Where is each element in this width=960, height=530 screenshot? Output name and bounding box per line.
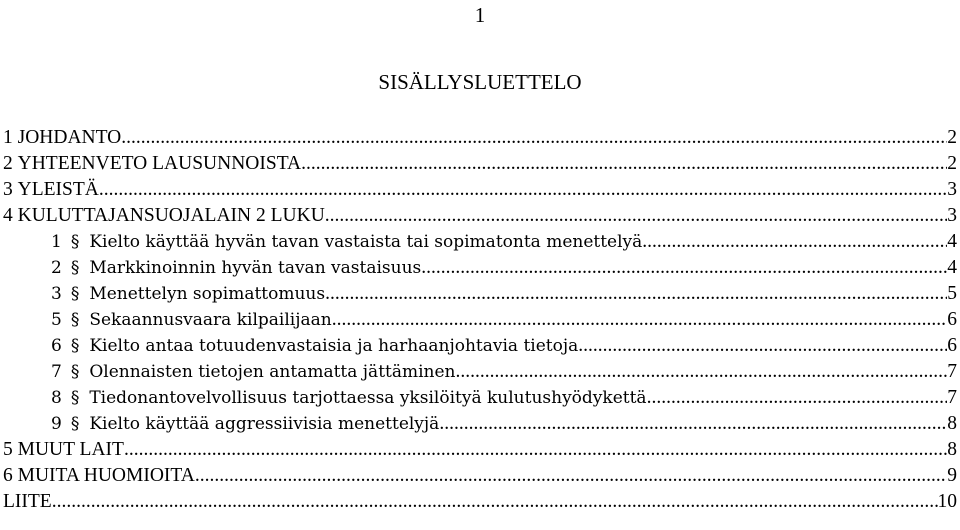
section-symbol: § — [70, 388, 80, 408]
toc-entry-number: 1 — [51, 232, 62, 252]
toc-dot-leader — [301, 151, 947, 177]
toc-entry[interactable] — [3, 177, 957, 203]
toc-dot-leader — [456, 359, 948, 385]
toc-entry-label: YLEISTÄ — [17, 179, 99, 200]
toc-entry-label: MUITA HUOMIOITA — [17, 465, 195, 486]
toc-dot-leader — [332, 307, 948, 333]
toc-entry-number: 5 — [3, 439, 13, 460]
toc-subentry[interactable] — [3, 229, 957, 255]
toc-entry[interactable] — [3, 125, 957, 151]
toc-dot-leader — [642, 229, 947, 255]
toc-entry-number: 8 — [51, 388, 62, 408]
section-symbol: § — [70, 414, 80, 434]
toc-entry-label: JOHDANTO — [17, 127, 122, 148]
toc-dot-leader — [578, 333, 947, 359]
toc-entry-number: 6 — [3, 465, 13, 486]
toc-title: SISÄLLYSLUETTELO — [378, 70, 582, 94]
toc-entry-label: Kielto käyttää aggressiivisia menettelyjä — [89, 414, 440, 434]
toc-dot-leader — [195, 463, 947, 489]
toc-dot-leader — [99, 177, 947, 203]
toc-entry-page: 6 — [947, 309, 957, 330]
toc-entry-label: Menettelyn sopimattomuus — [89, 284, 326, 304]
toc-dot-leader — [325, 281, 947, 307]
toc-entry-label: Tiedonantovelvollisuus tarjottaessa yksilöityä kulutushyödykettä — [89, 388, 647, 408]
toc-entry-number: 3 — [3, 179, 13, 200]
toc-subentry[interactable] — [3, 359, 957, 385]
toc-entry-page: 5 — [947, 283, 957, 304]
section-symbol: § — [70, 232, 80, 252]
toc-dot-leader — [325, 203, 947, 229]
toc-subentry[interactable] — [3, 411, 957, 437]
toc-subentry[interactable] — [3, 281, 957, 307]
toc-entry-page: 7 — [947, 387, 957, 408]
toc-entry-page: 2 — [947, 153, 957, 174]
toc-entry-page: 8 — [947, 439, 957, 460]
toc-entry-number: 9 — [51, 414, 62, 434]
toc-entry-label: Kielto antaa totuudenvastaisia ja harhaanjohtavia tietoja — [89, 336, 579, 356]
toc-entry-number: 7 — [51, 362, 62, 382]
toc-entry-label: Sekaannusvaara kilpailijaan — [89, 310, 332, 330]
toc-entry-number: 4 — [3, 205, 13, 226]
toc-entry-page: 9 — [947, 465, 957, 486]
toc-entry[interactable] — [3, 203, 957, 229]
toc-entry-page: 7 — [947, 361, 957, 382]
toc-entry-page: 4 — [947, 231, 957, 252]
toc-entry-page: 3 — [947, 205, 957, 226]
table-of-contents — [3, 125, 957, 515]
toc-entry-label: YHTEENVETO LAUSUNNOISTA — [17, 153, 302, 174]
toc-entry-label: MUUT LAIT — [17, 439, 124, 460]
toc-dot-leader — [52, 489, 938, 515]
toc-entry-page: 6 — [947, 335, 957, 356]
toc-entry-label: LIITE — [3, 491, 52, 512]
toc-entry-page: 4 — [947, 257, 957, 278]
toc-entry-label: Kielto käyttää hyvän tavan vastaista tai sopimatonta menettelyä — [89, 232, 643, 252]
toc-entry-number: 1 — [3, 127, 13, 148]
toc-entry-page: 10 — [937, 491, 957, 512]
toc-subentry[interactable] — [3, 333, 957, 359]
section-symbol: § — [70, 310, 80, 330]
toc-dot-leader — [439, 411, 947, 437]
toc-entry-label: Olennaisten tietojen antamatta jättäminen — [89, 362, 456, 382]
toc-entry[interactable] — [3, 463, 957, 489]
toc-entry[interactable] — [3, 437, 957, 463]
toc-dot-leader — [647, 385, 948, 411]
section-symbol: § — [70, 284, 80, 304]
toc-subentry[interactable] — [3, 255, 957, 281]
page-number: 1 — [474, 3, 486, 27]
toc-entry[interactable] — [3, 151, 957, 177]
toc-entry[interactable] — [3, 489, 957, 515]
toc-subentry[interactable] — [3, 385, 957, 411]
section-symbol: § — [70, 362, 80, 382]
toc-dot-leader — [124, 437, 947, 463]
toc-entry-number: 2 — [51, 258, 62, 278]
toc-entry-page: 3 — [947, 179, 957, 200]
section-symbol: § — [70, 258, 80, 278]
toc-entry-number: 5 — [51, 310, 62, 330]
toc-entry-page: 8 — [947, 413, 957, 434]
toc-entry-number: 6 — [51, 336, 62, 356]
toc-entry-page: 2 — [947, 127, 957, 148]
section-symbol: § — [70, 336, 80, 356]
toc-entry-label: Markkinoinnin hyvän tavan vastaisuus — [89, 258, 422, 278]
toc-dot-leader — [421, 255, 947, 281]
toc-subentry[interactable] — [3, 307, 957, 333]
toc-dot-leader — [121, 125, 947, 151]
toc-entry-label: KULUTTAJANSUOJALAIN 2 LUKU — [17, 205, 325, 226]
toc-entry-number: 2 — [3, 153, 13, 174]
toc-entry-number: 3 — [51, 284, 62, 304]
